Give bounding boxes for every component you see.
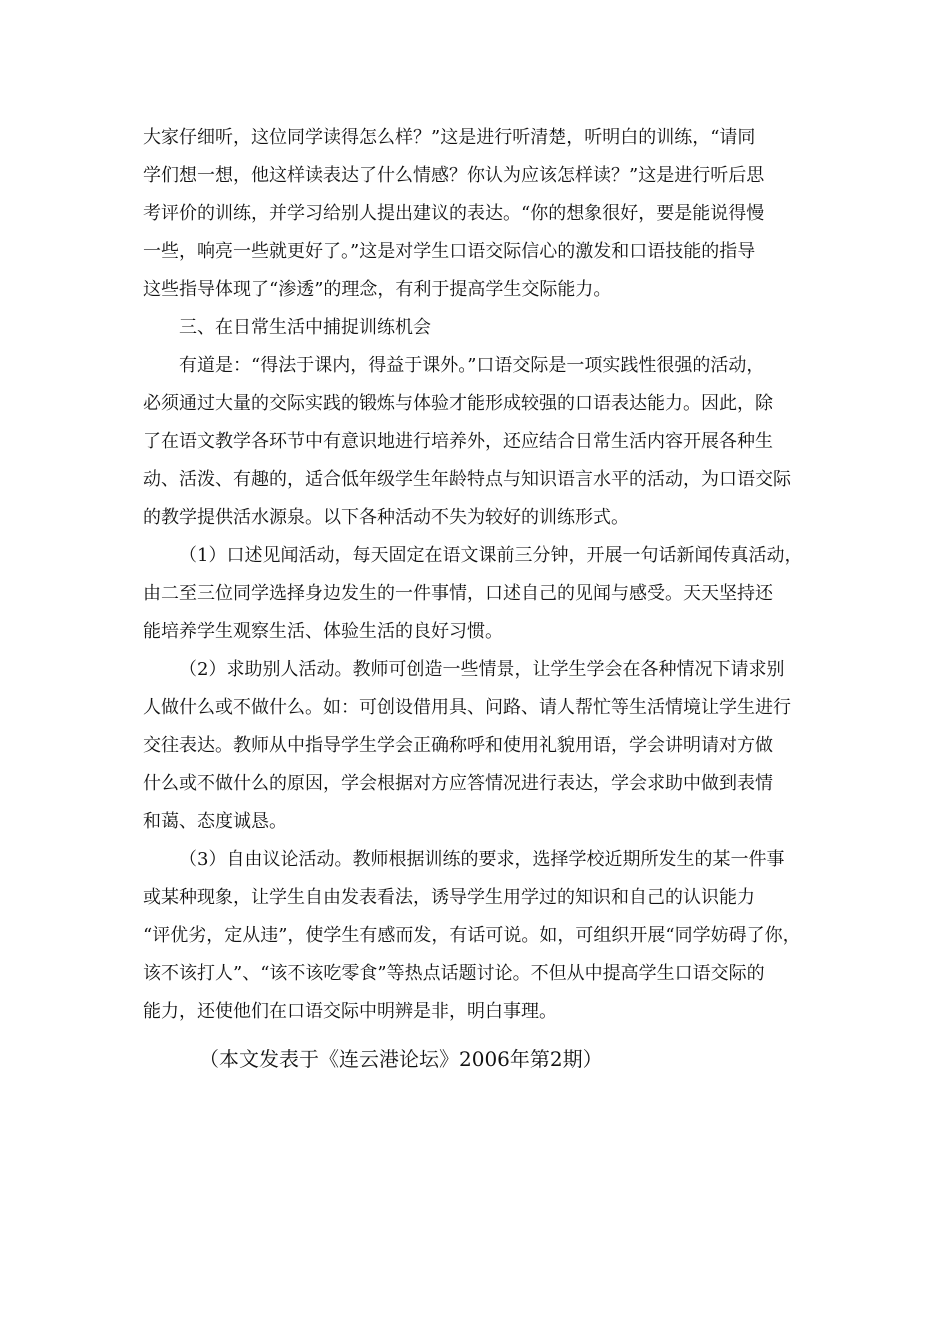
text-line: 人做什么或不做什么。如：可创设借用具、问路、请人帮忙等生活情境让学生进行 <box>143 697 791 718</box>
text-line: 大家仔细听，这位同学读得怎么样？”这是进行听清楚，听明白的训练，“请同 <box>143 127 756 148</box>
text-line: 学们想一想，他这样读表达了什么情感？你认为应该怎样读？”这是进行听后思 <box>143 165 765 186</box>
text-line: 该不该打人”、“该不该吃零食”等热点话题讨论。不但从中提高学生口语交际的 <box>143 963 765 984</box>
text-line: （3）自由议论活动。教师根据训练的要求，选择学校近期所发生的某一件事 <box>179 849 785 870</box>
text-line: 一些，响亮一些就更好了。”这是对学生口语交际信心的激发和口语技能的指导 <box>143 241 756 262</box>
text-line: 交往表达。教师从中指导学生学会正确称呼和使用礼貌用语，学会讲明请对方做 <box>143 735 773 756</box>
text-line: 和蔼、态度诚恳。 <box>143 811 287 832</box>
publication-citation: （本文发表于《连云港论坛》2006年第2期） <box>199 1047 603 1071</box>
text-line: 这些指导体现了“渗透”的理念，有利于提高学生交际能力。 <box>143 279 612 300</box>
paragraph-1 <box>143 119 813 309</box>
list-item-2 <box>143 651 813 841</box>
text-line: 动、活泼、有趣的，适合低年级学生年龄特点与知识语言水平的活动，为口语交际 <box>143 469 791 490</box>
document-page <box>143 119 813 1079</box>
text-line: 能力，还使他们在口语交际中明辨是非，明白事理。 <box>143 1001 557 1022</box>
section-heading: 三、在日常生活中捕捉训练机会 <box>179 317 431 338</box>
text-line: 的教学提供活水源泉。以下各种活动不失为较好的训练形式。 <box>143 507 629 528</box>
text-line: 或某种现象，让学生自由发表看法，诱导学生用学过的知识和自己的认识能力 <box>143 887 755 908</box>
text-line: 必须通过大量的交际实践的锻炼与体验才能形成较强的口语表达能力。因此，除 <box>143 393 773 414</box>
paragraph-2 <box>143 347 813 537</box>
text-line: 有道是：“得法于课内，得益于课外。”口语交际是一项实践性很强的活动， <box>179 355 765 376</box>
text-line: “评优劣，定从违”，使学生有感而发，有话可说。如，可组织开展“同学妨碍了你， <box>143 925 801 946</box>
text-line: 能培养学生观察生活、体验生活的良好习惯。 <box>143 621 503 642</box>
text-line: （1）口述见闻活动，每天固定在语文课前三分钟，开展一句话新闻传真活动， <box>179 545 803 566</box>
text-line: （2）求助别人活动。教师可创造一些情景，让学生学会在各种情况下请求别 <box>179 659 785 680</box>
text-line: 考评价的训练，并学习给别人提出建议的表达。“你的想象很好，要是能说得慢 <box>143 203 765 224</box>
list-item-1 <box>143 537 813 651</box>
text-line: 什么或不做什么的原因，学会根据对方应答情况进行表达，学会求助中做到表情 <box>143 773 773 794</box>
text-line: 由二至三位同学选择身边发生的一件事情，口述自己的见闻与感受。天天坚持还 <box>143 583 773 604</box>
text-line: 了在语文教学各环节中有意识地进行培养外，还应结合日常生活内容开展各种生 <box>143 431 773 452</box>
list-item-3 <box>143 841 813 1031</box>
